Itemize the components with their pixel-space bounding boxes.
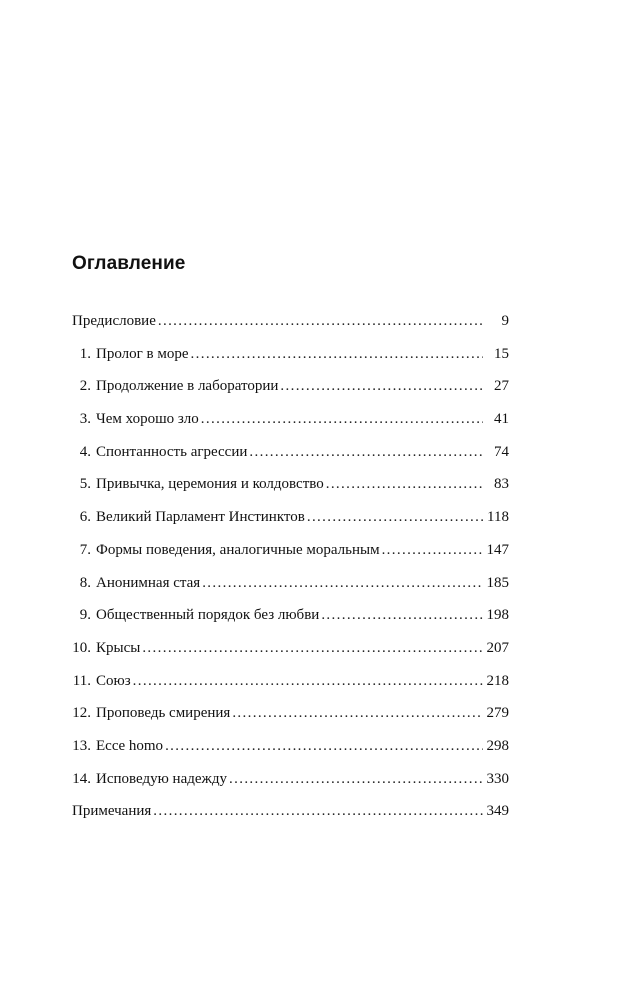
toc-entry-label — [72, 507, 305, 527]
dot-leader — [158, 311, 483, 331]
toc-entry — [72, 540, 509, 573]
dot-leader — [382, 540, 483, 560]
toc-entry — [72, 344, 509, 377]
page-number: 74 — [494, 443, 509, 460]
chapter-title: Великий Парламент Инстинктов — [96, 509, 305, 526]
toc-entry — [72, 376, 509, 409]
toc-entry-label — [72, 311, 156, 331]
chapter-title: Ecce homo — [96, 737, 164, 754]
toc-entry-label — [72, 736, 163, 756]
dot-leader — [249, 442, 483, 462]
toc-entry-label — [72, 671, 131, 691]
page-number: 118 — [487, 509, 509, 526]
chapter-title: Привычка, церемония и колдовство — [96, 476, 324, 493]
page-number: 83 — [494, 476, 509, 493]
dot-leader — [191, 344, 483, 364]
dot-leader — [133, 671, 483, 691]
toc-entry-label — [72, 376, 278, 396]
dot-leader — [321, 605, 482, 625]
dot-leader — [229, 769, 482, 789]
chapter-number: 4. — [79, 443, 91, 460]
chapter-number: 14. — [72, 770, 91, 787]
page-number: 27 — [494, 378, 509, 395]
toc-entry-label — [72, 573, 200, 593]
toc-entry-label — [72, 344, 189, 364]
toc-entry-label — [72, 409, 199, 429]
page-number: 41 — [494, 411, 509, 428]
page-number: 147 — [486, 541, 509, 558]
toc-entry — [72, 507, 509, 540]
chapter-title: Примечания — [72, 803, 152, 820]
chapter-title: Спонтанность агрессии — [96, 443, 248, 460]
dot-leader — [202, 573, 482, 593]
toc-entry-label — [72, 703, 230, 723]
toc-list — [72, 311, 509, 834]
toc-entry — [72, 605, 509, 638]
toc-entry — [72, 311, 509, 344]
chapter-title: Проповедь смирения — [96, 705, 231, 722]
chapter-number: 2. — [79, 378, 91, 395]
toc-entry-label — [72, 605, 319, 625]
toc-entry-label — [72, 540, 380, 560]
toc-entry-label — [72, 769, 227, 789]
page-number: 330 — [486, 770, 509, 787]
chapter-title: Исповедую надежду — [96, 770, 228, 787]
toc-entry — [72, 442, 509, 475]
dot-leader — [326, 474, 483, 494]
chapter-title: Пролог в море — [96, 345, 189, 362]
toc-entry — [72, 801, 509, 834]
toc-entry — [72, 474, 509, 507]
chapter-number: 6. — [79, 509, 91, 526]
chapter-title: Общественный порядок без любви — [96, 607, 320, 624]
page-number: 279 — [486, 705, 509, 722]
chapter-number: 9. — [79, 607, 91, 624]
chapter-number: 10. — [72, 639, 91, 656]
toc-entry — [72, 638, 509, 671]
dot-leader — [165, 736, 482, 756]
dot-leader — [142, 638, 482, 658]
toc-entry — [72, 736, 509, 769]
chapter-number: 1. — [79, 345, 91, 362]
dot-leader — [232, 703, 482, 723]
toc-entry-label — [72, 442, 247, 462]
toc-entry — [72, 573, 509, 606]
chapter-number: 13. — [72, 737, 91, 754]
toc-entry — [72, 769, 509, 802]
dot-leader — [153, 801, 482, 821]
chapter-title: Продолжение в лаборатории — [96, 378, 279, 395]
page-number: 9 — [501, 313, 509, 329]
page-number: 298 — [486, 737, 509, 754]
chapter-title: Чем хорошо зло — [96, 411, 199, 428]
chapter-number: 7. — [79, 541, 91, 558]
page-number: 15 — [494, 345, 509, 362]
toc-entry-label — [72, 801, 151, 821]
chapter-title: Союз — [96, 672, 131, 689]
toc-entry — [72, 671, 509, 704]
chapter-number: 3. — [79, 411, 91, 428]
dot-leader — [307, 507, 483, 527]
chapter-title: Крысы — [96, 639, 141, 656]
page-number: 349 — [486, 803, 509, 820]
toc-entry — [72, 409, 509, 442]
chapter-title: Анонимная стая — [96, 574, 201, 591]
toc-entry-label — [72, 638, 140, 658]
toc-heading: Оглавление — [72, 253, 186, 274]
dot-leader — [280, 376, 483, 396]
chapter-number: 8. — [79, 574, 91, 591]
chapter-number: 5. — [79, 476, 91, 493]
page-number: 218 — [486, 672, 509, 689]
toc-entry-label — [72, 474, 324, 494]
toc-entry — [72, 703, 509, 736]
page-number: 207 — [486, 639, 509, 656]
chapter-number: 11. — [72, 672, 91, 689]
page-number: 198 — [486, 607, 509, 624]
dot-leader — [201, 409, 483, 429]
page-number: 185 — [486, 574, 509, 591]
chapter-number: 12. — [72, 705, 91, 722]
chapter-title: Формы поведения, аналогичные моральным — [96, 541, 380, 558]
chapter-title: Предисловие — [72, 313, 156, 329]
